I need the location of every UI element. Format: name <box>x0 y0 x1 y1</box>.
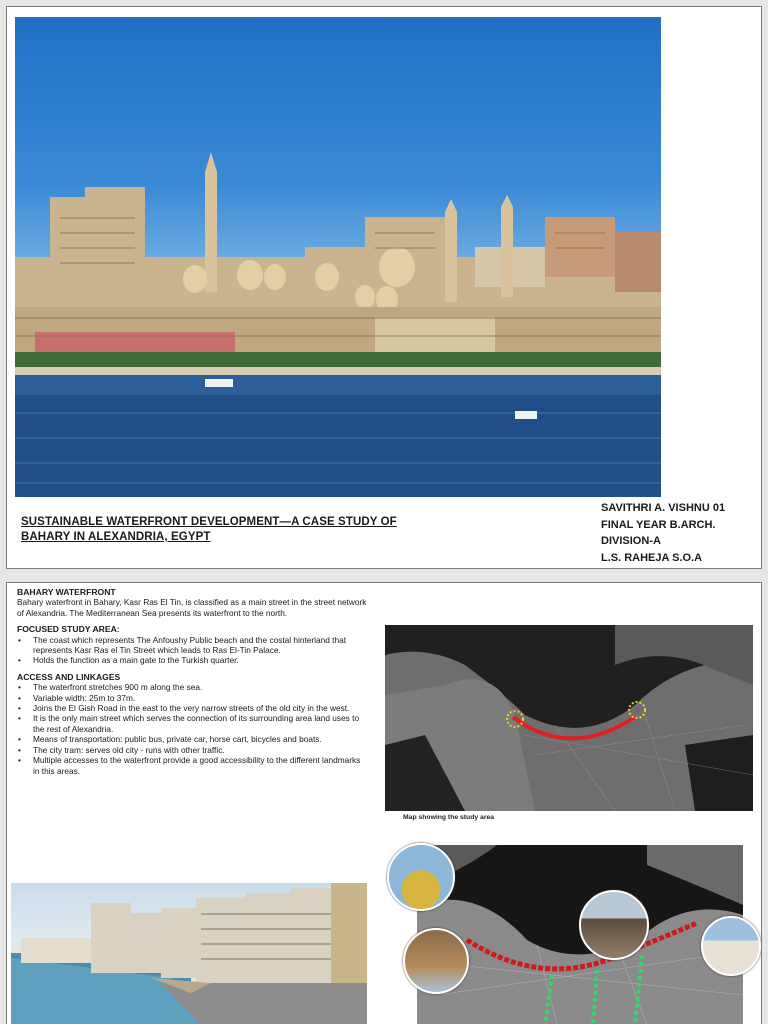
list-item: • Means of transportation: public bus, private car, horse cart, bicycles and boats. <box>17 734 367 744</box>
access-list <box>17 682 367 776</box>
author-credits <box>601 500 725 566</box>
presentation-title: SUSTAINABLE WATERFRONT DEVELOPMENT—A CASE STUDY OF BAHARY IN ALEXANDRIA, EGYPT <box>21 516 397 543</box>
study-area-map <box>385 625 753 811</box>
list-item: • Variable width: 25m to 37m. <box>17 693 367 703</box>
text-column <box>17 587 367 782</box>
section-heading-access: ACCESS AND LINKAGES <box>17 671 121 682</box>
landmark-photo-beach <box>403 928 469 994</box>
author-division: DIVISION-A <box>601 535 661 547</box>
landmark-photo-palace <box>387 843 455 911</box>
list-item: • The coast which represents The Anfoushy Public beach and the costal hinterland that represents Kasr Ras el Tin Street which leads to Ras El-Tin Palace. <box>17 635 367 656</box>
author-school: L.S. RAHEJA S.O.A <box>601 551 703 564</box>
section-heading-focused: FOCUSED STUDY AREA: <box>17 624 120 635</box>
map-caption: Map showing the study area <box>403 814 495 821</box>
intro-paragraph: Bahary waterfront in Bahary, Kasr Ras El Tin, is classified as a main street in the street network of Alexandria. The Mediterranean Sea presents its waterfront to the north. <box>17 597 367 618</box>
list-item: • Joins the El Gish Road in the east to the very narrow streets of the old city in the west. <box>17 703 367 713</box>
list-item: • The city tram: serves old city - runs with other traffic. <box>17 745 367 755</box>
landmark-photo-people <box>579 890 649 960</box>
alexandria-skyline-photo <box>15 17 661 497</box>
landmark-photo-building <box>701 916 761 976</box>
focused-list <box>17 635 367 666</box>
list-item: • The waterfront stretches 900 m along the sea. <box>17 682 367 692</box>
list-item: • Multiple accesses to the waterfront provide a good accessibility to the different landmarks in this areas. <box>17 755 367 776</box>
section-heading-bahary: BAHARY WATERFRONT <box>17 587 116 597</box>
list-item: • Holds the function as a main gate to the Turkish quarter. <box>17 655 367 665</box>
content-slide <box>6 582 762 1024</box>
author-year: FINAL YEAR B.ARCH. <box>601 518 716 531</box>
waterfront-street-photo <box>11 883 367 1024</box>
author-name: SAVITHRI A. VISHNU 01 <box>601 502 726 514</box>
title-slide <box>6 6 762 569</box>
list-item: • It is the only main street which serves the connection of its surrounding area land uses to the rest of Alexandria. <box>17 713 367 734</box>
